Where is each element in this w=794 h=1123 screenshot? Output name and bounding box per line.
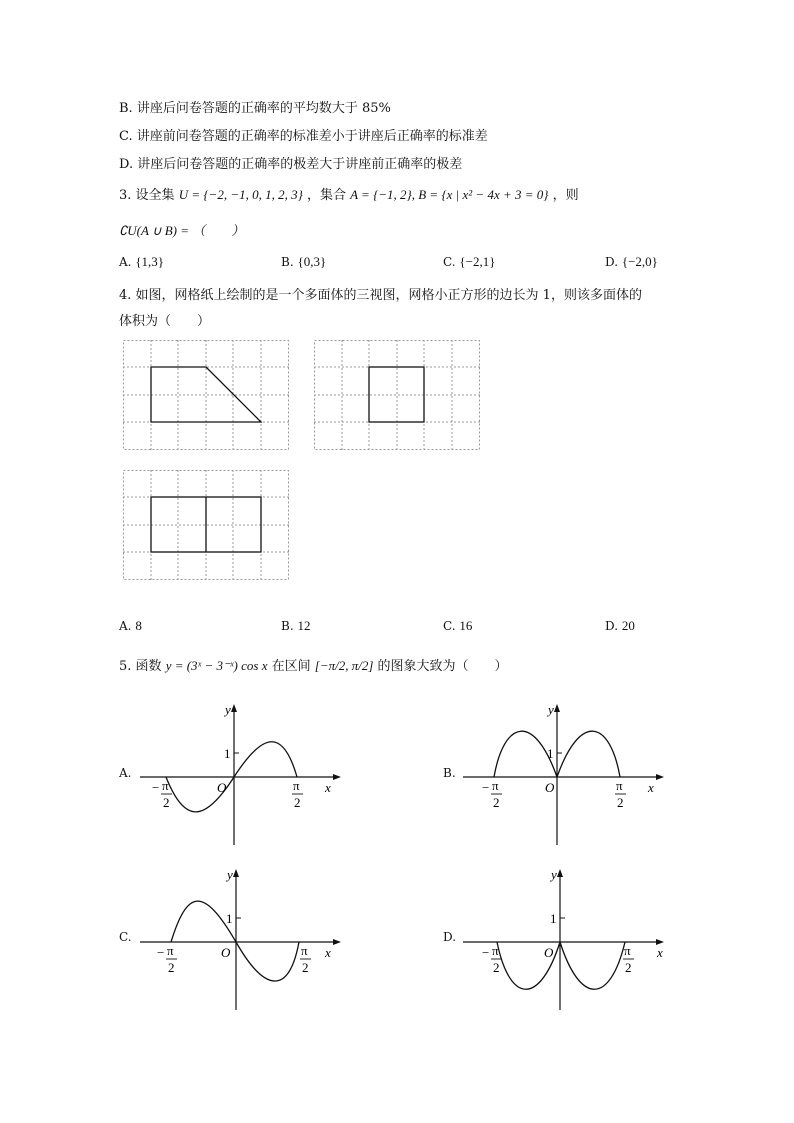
q3-option-a [119,254,164,270]
tick-one-label: 1 [226,911,233,926]
x-axis-label: x [648,780,654,795]
option-label: C. [443,255,456,269]
q4-option-c [443,618,472,634]
y-axis-label: y [227,867,233,882]
graph-c-curve [171,901,299,981]
q5-interval: [−π/2, π/2] [314,658,374,673]
graph-option-c-label: C. [119,930,132,944]
q4-stem-line1: 4. 如图，网格纸上绘制的是一个多面体的三视图，网格小正方形的边长为 1，则该多面体的 [119,288,642,303]
q3-stem [119,184,579,203]
q4-option-a [119,618,142,634]
option-label: C. [443,619,456,633]
q3-sep: ，集合 [306,188,346,203]
graph-c [135,865,345,1015]
front-view-grid [123,340,289,450]
q5-function: y = (3ˣ − 3⁻ˣ) cos x [165,658,268,673]
graph-option-a-label: A. [119,766,132,780]
option-value: {−2,1} [459,254,496,269]
option-value: 20 [621,618,635,633]
x-axis-label: x [325,945,331,960]
q5-stem-suffix: 的图象大致为（ ） [377,659,508,674]
q4-option-b [281,618,310,634]
graph-b [458,700,668,850]
neg-pi-num: π [492,943,499,958]
q3-option-c [443,254,495,270]
origin-label: O [217,780,227,795]
neg-sign: − [157,945,165,960]
q4-option-d [605,618,635,634]
option-value: {0,3} [297,254,327,269]
q5-stem [119,655,508,674]
graph-d [458,865,668,1015]
neg-sign: − [152,780,160,795]
pos-pi-den: 2 [302,960,309,975]
y-axis-label: y [551,867,557,882]
y-axis-label: y [548,702,554,717]
q5-stem-mid: 在区间 [271,659,311,674]
x-axis-label: x [657,945,663,960]
q3-option-b [281,254,326,270]
neg-pi-den: 2 [163,795,170,810]
q2-option-b: B. 讲座后问卷答题的正确率的平均数大于 85% [119,101,391,116]
pos-pi-num: π [293,778,300,793]
origin-label: O [544,945,554,960]
q3-option-d [605,254,658,270]
option-label: A. [119,619,132,633]
y-axis-label: y [225,702,231,717]
tick-one-label: 1 [550,911,557,926]
option-value: 16 [459,618,473,633]
q2-option-c: C. 讲座前问卷答题的正确率的标准差小于讲座后正确率的标准差 [119,129,488,144]
origin-label: O [221,945,231,960]
pos-pi-num: π [616,778,623,793]
q3-stem-prefix: 3. 设全集 [119,188,175,203]
option-label: D. [605,619,619,633]
option-value: 12 [297,618,311,633]
neg-pi-num: π [167,943,174,958]
neg-pi-den: 2 [493,960,500,975]
graph-option-d-label: D. [443,930,457,944]
x-axis-label: x [325,780,331,795]
graph-d-curve [497,942,625,989]
neg-pi-num: π [162,778,169,793]
neg-sign: − [482,945,490,960]
top-view-grid [123,470,289,580]
q4-stem-line2: 体积为（ ） [119,314,211,329]
graph-a [135,700,345,850]
option-label: B. [281,255,294,269]
graph-option-b-label: B. [443,766,456,780]
option-value: 8 [135,618,142,633]
option-label: B. [281,619,294,633]
option-label: A. [119,255,132,269]
side-view-grid [314,340,480,450]
q3-expression: ∁U(A ∪ B) = （ ） [119,223,245,238]
neg-pi-den: 2 [493,795,500,810]
option-value: {−2,0} [621,254,658,269]
option-label: D. [605,255,619,269]
tick-one-label: 1 [547,746,554,761]
pos-pi-den: 2 [617,795,624,810]
pos-pi-den: 2 [625,960,632,975]
q2-option-d: D. 讲座后问卷答题的正确率的极差大于讲座前正确率的极差 [119,157,463,172]
neg-pi-num: π [492,778,499,793]
neg-sign: − [482,780,490,795]
pos-pi-num: π [301,943,308,958]
tick-one-label: 1 [224,746,231,761]
origin-label: O [545,780,555,795]
q3-set-u: U = {−2, −1, 0, 1, 2, 3} [178,187,303,202]
q3-stem-suffix: ，则 [552,188,579,203]
pos-pi-den: 2 [294,795,301,810]
pos-pi-num: π [624,943,631,958]
neg-pi-den: 2 [168,960,175,975]
q5-stem-prefix: 5. 函数 [119,659,162,674]
option-value: {1,3} [135,254,165,269]
q3-set-a-b: A = {−1, 2}, B = {x | x² − 4x + 3 = 0} [350,187,549,202]
